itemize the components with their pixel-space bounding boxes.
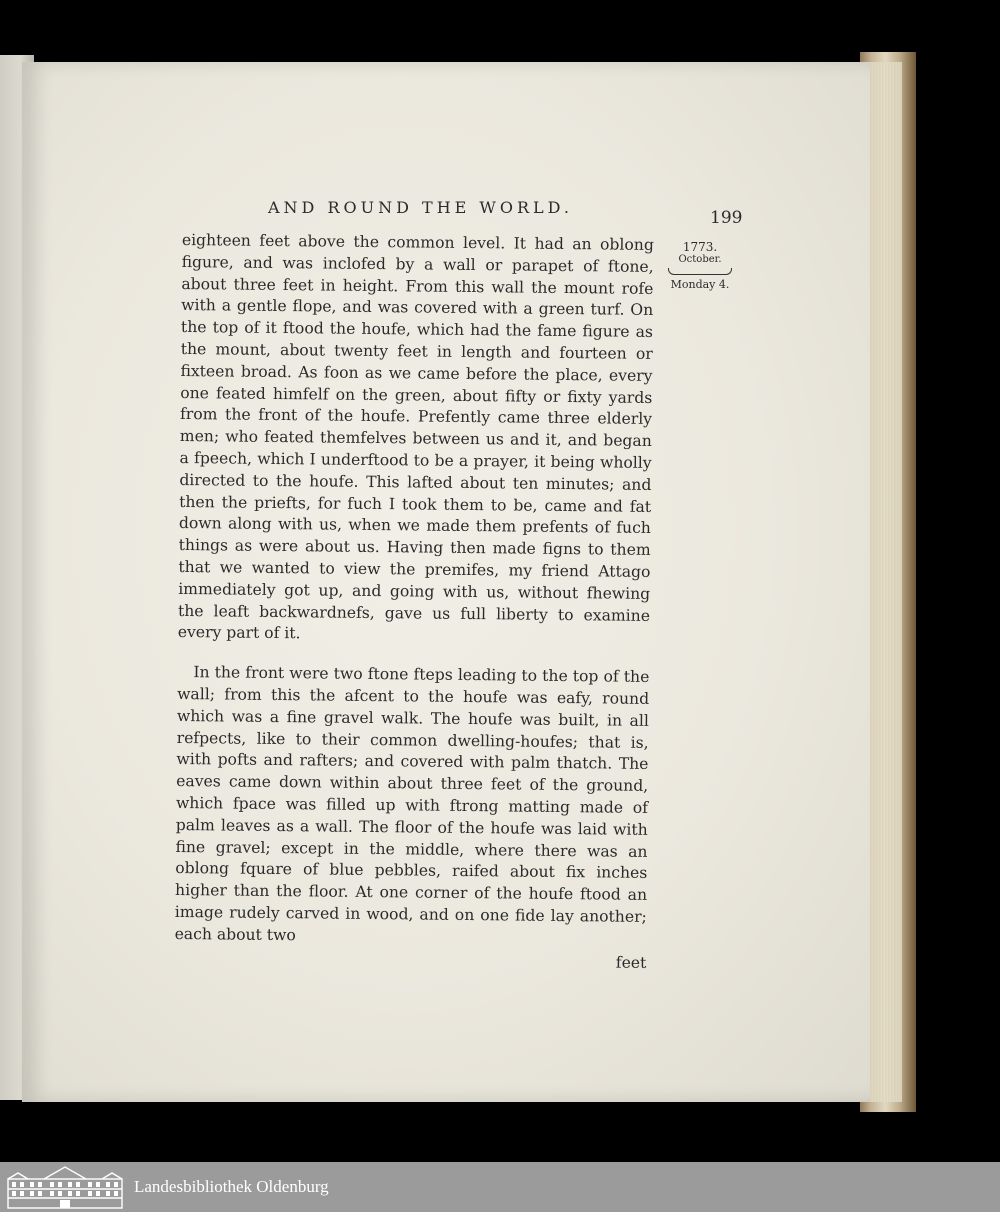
body-text — [174, 230, 654, 974]
catchword: feet — [615, 953, 647, 972]
margin-date-note — [664, 240, 736, 291]
margin-brace — [668, 268, 732, 275]
margin-day: Monday 4. — [670, 278, 730, 291]
margin-year: 1773. — [682, 240, 718, 254]
paragraph-2: In the front were two ftone fteps leading to the top of the wall; from this the afcent to the houfe was eafy, round which was a fine gravel walk. The houfe was built, in all refpects, like to their common dwelling-houfes; that is, with pofts and rafters; and covered with palm thatch. The eaves came down within about three feet of the ground, which fpace was filled up with ftrong matting made of palm leaves as a wall. The floor of the houfe was laid with fine gravel; except in the middle, where there was an oblong fquare of blue pebbles, raifed about fix inches higher than the floor. At one corner of the houfe ftood an image rudely carved in wood, and on one fide lay another; each about two — [174, 663, 650, 944]
library-name: Landesbibliothek Oldenburg — [134, 1177, 329, 1196]
paragraph-1: eighteen feet above the common level. It had an oblong figure, and was inclofed by a wall or parapet of ftone, about three feet in height. From this wall the mount rofe with a gentle flope, and was covered with a green turf. On the top of it ftood the houfe, which had the fame figure as the mount, about twenty feet in length and fourteen or fixteen broad. As foon as we came before the place, every one feated himfelf on the green, about fifty or fixty yards from the front of the houfe. Prefently came three elderly men; who feated themfelves between us and it, and began a fpeech, which I underftood to be a prayer, it being wholly directed to the houfe. This lafted about ten minutes; and then the priefts, for fuch I took them to be, came and fat down along with us, when we made them prefents of fuch things as were about us. Having then made figns to them that we wanted to view the premifes, my friend Attago immediately got up, and going with us, without fhewing the leaft backwardnefs, gave us full liberty to examine every part of it. — [177, 230, 654, 643]
running-head: AND ROUND THE WORLD. — [268, 198, 573, 217]
page-number: 199 — [710, 208, 743, 228]
library-footer-bar — [0, 1162, 1000, 1212]
margin-month: October. — [678, 254, 722, 265]
library-building-icon — [6, 1165, 124, 1209]
